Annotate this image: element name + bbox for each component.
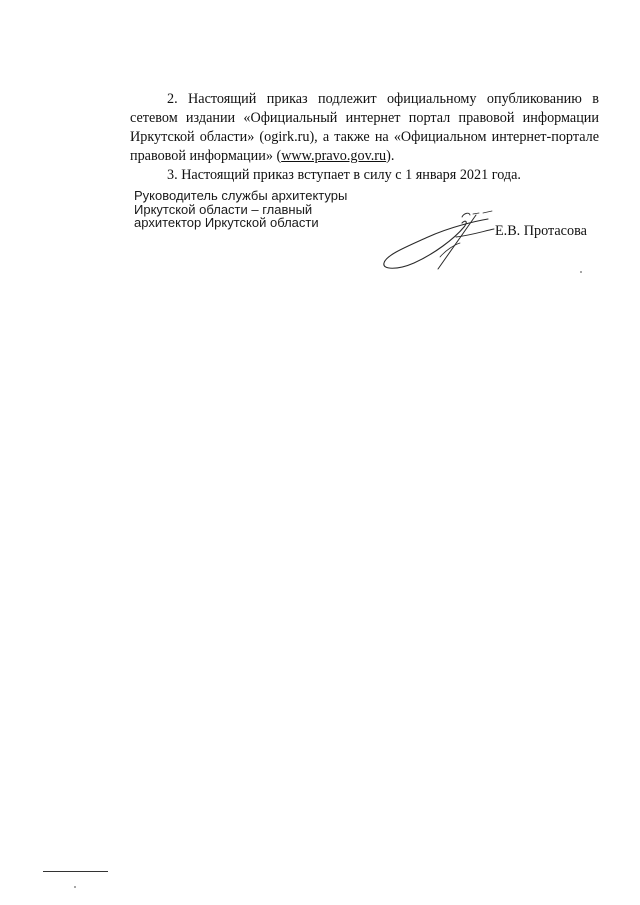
document-body <box>130 90 599 185</box>
signatory-title-line: Иркутской области – главный <box>134 201 313 217</box>
pravo-gov-link[interactable]: www.pravo.gov.ru <box>281 148 387 164</box>
scan-speck <box>74 886 76 888</box>
paragraph-publication-tail: ). <box>386 148 395 164</box>
signatory-title-line: Руководитель службы архитектуры <box>134 188 348 203</box>
signatory-title-line: архитектор Иркутской области <box>134 215 319 230</box>
signatory-title <box>134 189 394 230</box>
scan-speck <box>580 271 582 273</box>
paragraph-effective-date: 3. Настоящий приказ вступает в силу с 1 января 2021 года. <box>167 167 521 183</box>
handwritten-signature <box>376 203 502 273</box>
footnote-rule <box>43 871 108 872</box>
paragraph-publication <box>130 90 599 166</box>
paragraph-publication-text: 2. Настоящий приказ подлежит официальному опубликованию в сетевом издании «Официальный интернет портал правовой информации Иркутской области» (ogirk.ru), а также на «Официальном интернет-портале правовой информации» ( <box>130 91 599 164</box>
signer-name: Е.В. Протасова <box>495 223 587 239</box>
